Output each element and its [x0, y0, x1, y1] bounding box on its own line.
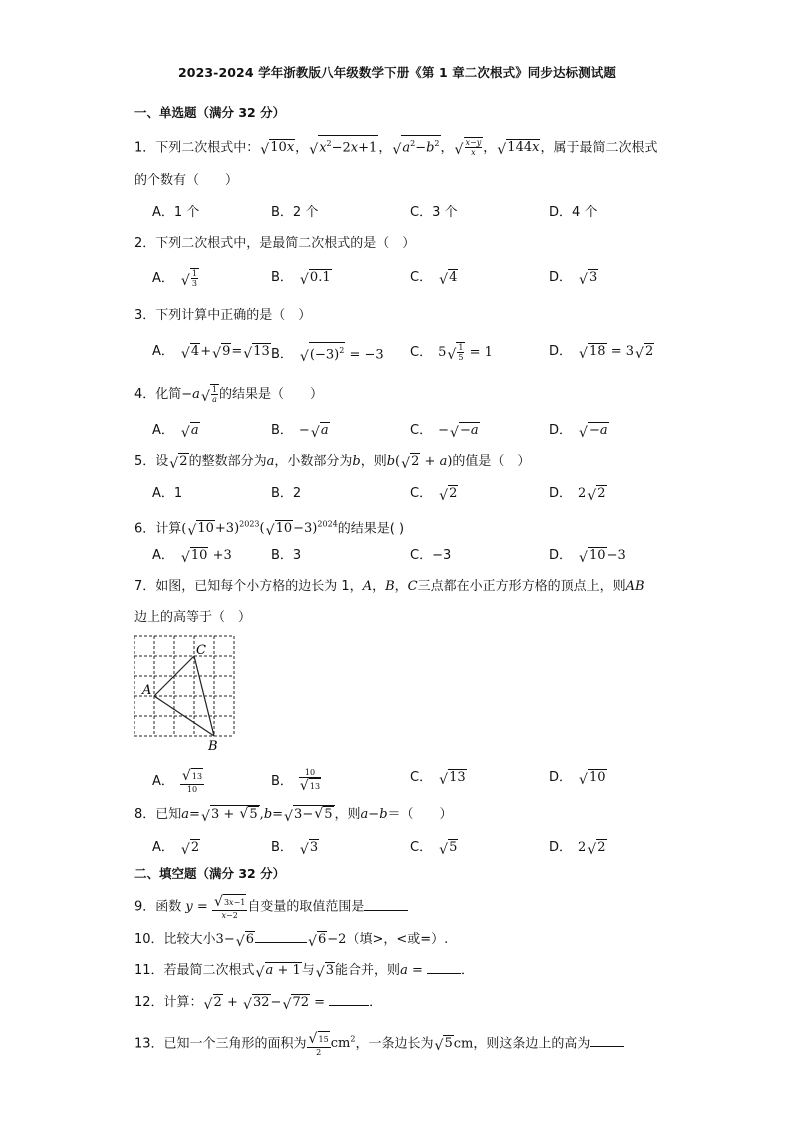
option-a[interactable]: A． √ $\frac{1}{3}$ — [152, 268, 199, 289]
option-c[interactable]: C．3 个 — [410, 205, 458, 220]
question-10: 10．比较大小3−√ 6√ 6−2（填>，<或=）. — [134, 930, 448, 950]
option-d[interactable]: D．√ 18 = 3√ 2 — [549, 342, 654, 362]
q2-options — [152, 268, 672, 290]
question-9: 9．函数 y = √ $\frac{3x-1}{x-2}$ 自变量的取值范围是 — [134, 894, 408, 920]
option-d[interactable]: D．√ 3 — [549, 268, 598, 288]
section-single-choice: 一、单选题（满分 32 分） — [134, 105, 286, 120]
question-4: 4．化简−a √ $\frac{1}{a}$ 的结果是（ ） — [134, 384, 323, 405]
answer-blank[interactable] — [427, 973, 461, 974]
answer-blank[interactable] — [364, 910, 408, 911]
question-5: 5．设√ 2的整数部分为a，小数部分为b，则b(√ 2 + a)的值是（ ） — [134, 452, 530, 472]
option-a[interactable]: A．√ a — [152, 421, 200, 441]
option-a[interactable]: A．√ 2 — [152, 838, 200, 858]
option-b[interactable]: B．√ 0.1 — [271, 268, 332, 288]
page-title: 2023-2024 学年浙教版八年级数学下册《第 1 章二次根式》同步达标测试题 — [177, 65, 617, 80]
question-1: 1．下列二次根式中：√ 10x，√ $x^2-2x+1$，√ $a^2-b^2$， √ $\frac{x-y}{x}$ ，√ 144x，属于最简二次根式 — [134, 135, 657, 158]
point-c-label: C — [196, 643, 206, 658]
question-2: 2．下列二次根式中，是最简二次根式的是（ ） — [134, 236, 416, 251]
question-7: 7．如图，已知每个小方格的边长为 1，A，B，C三点都在小正方形方格的顶点上，则AB — [134, 579, 645, 594]
answer-blank[interactable] — [255, 942, 307, 943]
option-d[interactable]: D．√ −a — [549, 421, 609, 441]
radical: √ $a^2-b^2$ — [392, 135, 440, 158]
option-b[interactable]: B．2 — [271, 486, 302, 501]
option-c[interactable]: C．√ 4 — [410, 268, 458, 288]
q6-options — [152, 546, 672, 568]
q8-options — [152, 838, 672, 860]
option-c[interactable]: C． −√ −a — [410, 421, 480, 441]
option-b[interactable]: B．3 — [271, 548, 302, 563]
radical: √ $x^2-2x+1$ — [309, 135, 378, 158]
q1-prefix: 1．下列二次根式中： — [134, 140, 260, 156]
option-c[interactable]: C．−3 — [410, 548, 452, 563]
option-d[interactable]: D．√ 10 — [549, 768, 607, 788]
q7-options — [152, 768, 672, 794]
question-3: 3．下列计算中正确的是（ ） — [134, 308, 312, 323]
grid-figure — [134, 634, 244, 756]
option-a[interactable]: A．1 个 — [152, 205, 200, 220]
option-d[interactable]: D．4 个 — [549, 205, 598, 220]
option-a[interactable]: A．√ 10 +3 — [152, 546, 232, 566]
option-a[interactable]: A．√ 4+√ 9=√ 13 — [152, 342, 271, 362]
question-8: 8．已知a=√ 3 + √ 5 ,b=√ 3−√ 5 ，则a−b＝（ ） — [134, 805, 453, 825]
option-c[interactable]: C．√ 13 — [410, 768, 467, 788]
question-11: 11．若最简二次根式√ a + 1与√ 3能合并，则a = ． — [134, 961, 474, 981]
option-b[interactable]: B． −√ a — [271, 421, 330, 441]
radical: √ 10x — [260, 138, 295, 158]
option-d[interactable]: D． 2√ 2 — [549, 838, 607, 858]
q1-suffix: ，属于最简二次根式 — [540, 140, 658, 156]
option-a[interactable]: A． √ $\frac{13}{10}$ — [152, 768, 204, 794]
point-a-label: A — [142, 683, 152, 698]
radical: √ 144x — [497, 138, 540, 158]
option-b[interactable]: B．2 个 — [271, 205, 319, 220]
question-6: 6．计算(√ 10+3)$^{2023}$(√ 10−3)$^{2024}$的结果是( ) — [134, 515, 404, 539]
radical: √ $\frac{x-y}{x}$ — [455, 137, 484, 158]
section-fill-blank: 二、填空题（满分 32 分） — [134, 866, 286, 881]
option-d[interactable]: D． 2√ 2 — [549, 484, 607, 504]
option-c[interactable]: C．√ 5 — [410, 838, 458, 858]
q1-options — [152, 203, 672, 225]
option-b[interactable]: B．√ $(-3)^2 = -3$ — [271, 342, 384, 365]
question-12: 12．计算：√ 2 + √ 32−√ 72 = ． — [134, 993, 382, 1013]
answer-blank[interactable] — [590, 1046, 624, 1047]
point-b-label: B — [208, 739, 218, 754]
option-b[interactable]: B． 10 √ 13 — [271, 768, 321, 794]
option-d[interactable]: D．√ 10−3 — [549, 546, 626, 566]
option-a[interactable]: A．1 — [152, 486, 183, 501]
q7-line2: 边上的高等于（ ） — [134, 610, 252, 625]
option-c[interactable]: C． 5 √ $\frac{1}{5}$ = 1 — [410, 342, 493, 363]
option-c[interactable]: C．√ 2 — [410, 484, 458, 504]
option-b[interactable]: B．√ 3 — [271, 838, 319, 858]
q3-options — [152, 342, 672, 364]
question-13: 13．已知一个三角形的面积为 √ $\frac{15}{2}$ $cm^2$，一条边长为√ 5cm，则这条边上的高为 — [134, 1030, 624, 1057]
q5-options — [152, 484, 672, 506]
answer-blank[interactable] — [329, 1005, 369, 1006]
q4-options — [152, 421, 672, 443]
q1-line2: 的个数有（ ） — [134, 173, 239, 188]
